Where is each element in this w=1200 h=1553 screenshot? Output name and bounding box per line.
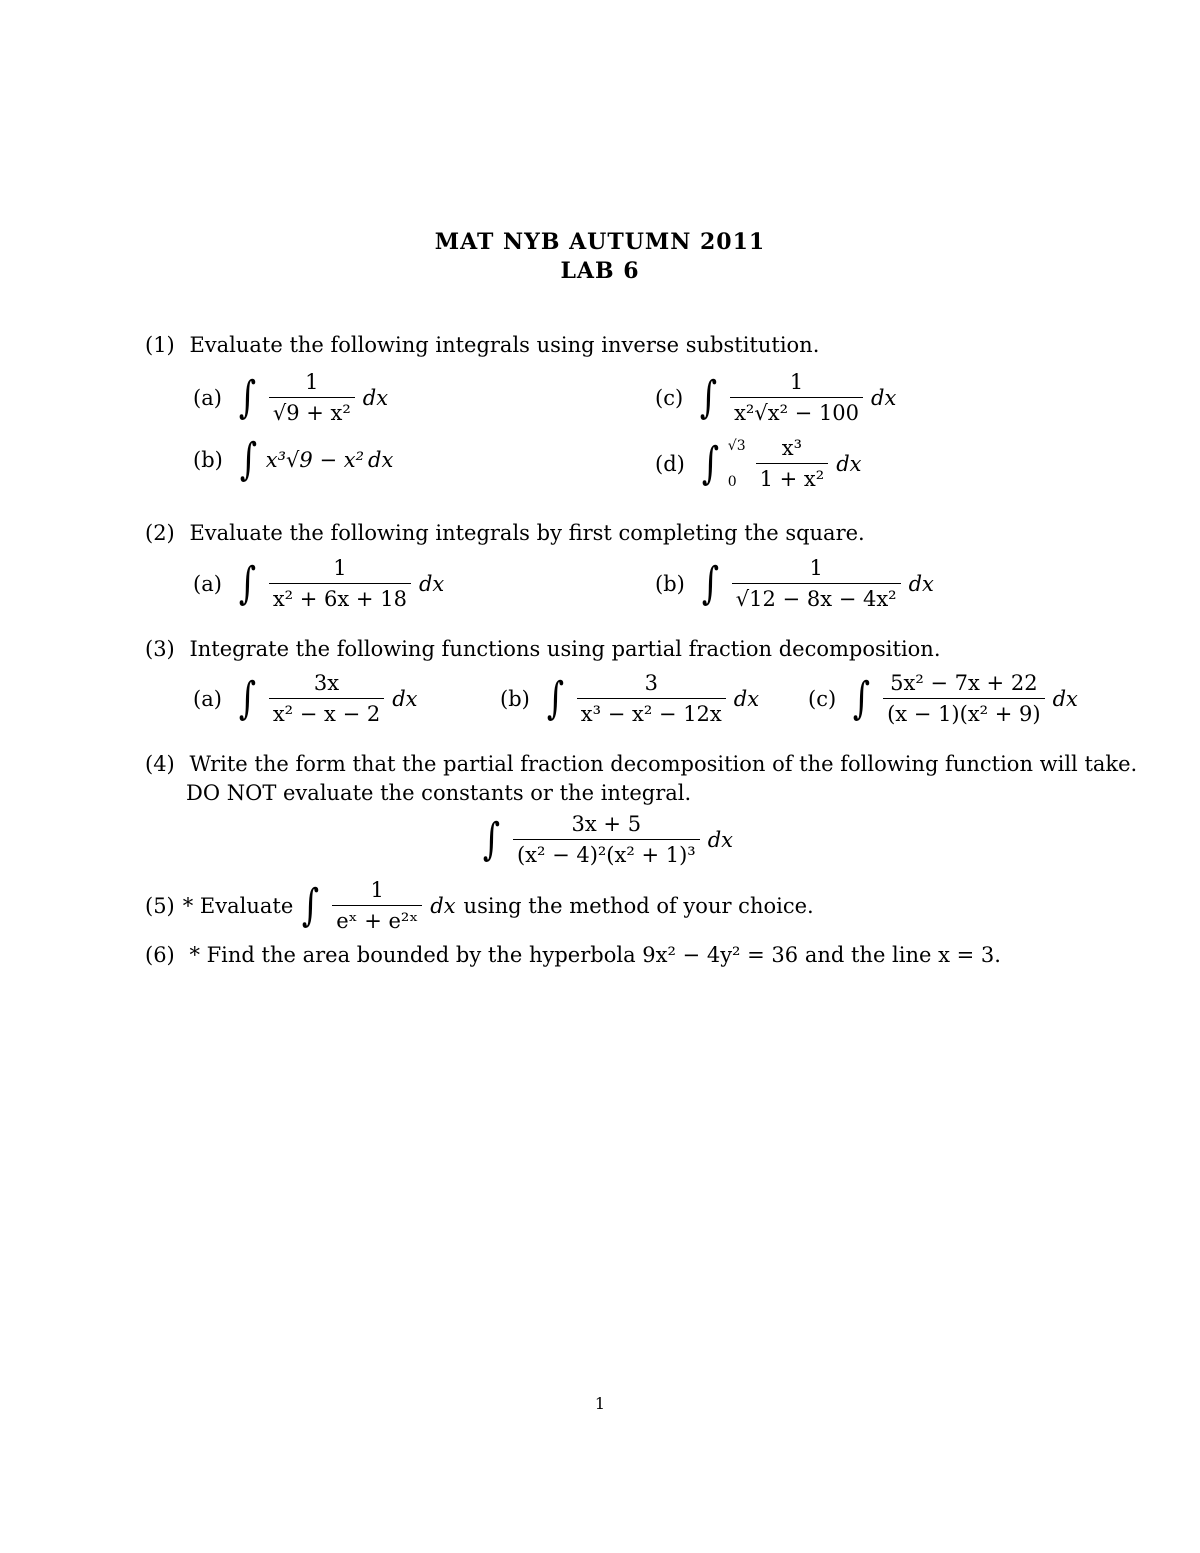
q1d-differential: dx: [836, 451, 862, 476]
q3c-differential: dx: [1052, 686, 1078, 711]
q3b-label: (b): [500, 686, 530, 711]
q1a-differential: dx: [362, 385, 389, 410]
q1a-label: (a): [193, 385, 222, 410]
q2b-numerator: 1: [809, 556, 823, 580]
q3c-fraction: [883, 671, 1045, 726]
q3a-label: (a): [193, 686, 222, 711]
q1d-integral: [655, 436, 861, 491]
q3a-integral: [193, 671, 418, 726]
q3a-fraction: [269, 671, 384, 726]
q3b-differential: dx: [733, 686, 760, 711]
integral-sign-icon: ∫: [238, 672, 256, 724]
q1a-fraction: [269, 370, 355, 425]
integral-sign-icon: ∫: [238, 371, 256, 423]
q2b-differential: dx: [908, 571, 934, 596]
q2b-label: (b): [655, 571, 685, 596]
question-1: [145, 333, 819, 357]
q5-differential: dx: [430, 893, 456, 918]
q3a-differential: dx: [392, 686, 418, 711]
integral-sign-icon: ∫: [853, 672, 871, 724]
q1d-upper-limit: √3: [727, 437, 746, 454]
question-2-text: Evaluate the following integrals by first completing the square.: [189, 521, 865, 545]
q1c-numerator: 1: [789, 370, 804, 394]
q3b-integral: [500, 671, 759, 726]
q2b-denominator: √12 − 8x − 4x²: [732, 583, 901, 611]
q3b-numerator: 3: [644, 671, 658, 695]
question-4-text-line2: DO NOT evaluate the constants or the integral.: [186, 781, 692, 805]
q1c-denominator: x²√x² − 100: [730, 397, 863, 425]
question-6-text: * Find the area bounded by the hyperbola 9x² − 4y² = 36 and the line x = 3.: [189, 943, 1001, 967]
q1b-integral: [193, 434, 394, 485]
q1a-numerator: 1: [305, 370, 319, 394]
q1b-differential: dx: [368, 448, 394, 472]
question-6: [145, 943, 1001, 967]
q3c-label: (c): [808, 686, 837, 711]
q5-denominator: eˣ + e²ˣ: [332, 905, 422, 933]
q3a-numerator: 3x: [313, 671, 340, 695]
page-subtitle: LAB 6: [560, 258, 640, 284]
q4-numerator: 3x + 5: [571, 812, 642, 836]
q1b-label: (b): [193, 448, 223, 472]
q2a-integral: [193, 556, 444, 611]
q5-fraction: [332, 878, 422, 933]
q4-integral: [480, 812, 733, 867]
question-4-number: (4): [145, 752, 175, 776]
q3b-denominator: x³ − x² − 12x: [577, 698, 726, 726]
integral-sign-icon: ∫: [238, 557, 256, 609]
q3c-denominator: (x − 1)(x² + 9): [883, 698, 1045, 726]
question-4-text-line1: Write the form that the partial fraction decomposition of the following function will take.: [189, 752, 1138, 776]
q2b-integral: [655, 556, 934, 611]
q1b-integrand: x³√9 − x²: [265, 448, 364, 472]
q3b-fraction: [577, 671, 726, 726]
q2a-numerator: 1: [333, 556, 347, 580]
q1d-label: (d): [655, 451, 685, 476]
q4-denominator: (x² − 4)²(x² + 1)³: [513, 839, 700, 867]
q1d-limits: [728, 438, 746, 490]
q1c-differential: dx: [871, 385, 897, 410]
q1a-denominator: √9 + x²: [269, 397, 355, 425]
question-3-number: (3): [145, 637, 175, 661]
q1c-label: (c): [655, 385, 684, 410]
question-3-text: Integrate the following functions using partial fraction decomposition.: [189, 637, 941, 661]
q3c-numerator: 5x² − 7x + 22: [890, 671, 1038, 695]
q1d-numerator: x³: [781, 436, 803, 460]
question-3: [145, 637, 941, 661]
q2a-label: (a): [193, 571, 222, 596]
q3c-integral: [808, 671, 1078, 726]
integral-sign-icon: ∫: [701, 437, 719, 489]
q1a-integral: [193, 370, 388, 425]
integral-sign-icon: ∫: [482, 813, 501, 865]
q2a-fraction: [269, 556, 411, 611]
page-title: MAT NYB AUTUMN 2011: [434, 229, 766, 255]
q4-fraction: [513, 812, 700, 867]
integral-sign-icon: ∫: [302, 879, 320, 931]
q1c-integral: [655, 370, 896, 425]
question-5-prefix: * Evaluate: [182, 893, 294, 918]
q2a-differential: dx: [418, 571, 445, 596]
integral-sign-icon: ∫: [700, 371, 718, 423]
question-2-number: (2): [145, 521, 175, 545]
integral-sign-icon: ∫: [546, 672, 564, 724]
question-5-suffix: using the method of your choice.: [463, 893, 814, 918]
question-4: [145, 752, 1137, 776]
q4-differential: dx: [707, 827, 733, 852]
q1d-fraction: [756, 436, 829, 491]
question-2: [145, 521, 865, 545]
page-number: 1: [594, 1394, 606, 1413]
q3a-denominator: x² − x − 2: [269, 698, 384, 726]
q1d-lower-limit: 0: [727, 473, 737, 490]
q5-numerator: 1: [370, 878, 384, 902]
q1c-fraction: [730, 370, 863, 425]
question-1-number: (1): [145, 333, 175, 357]
integral-sign-icon: ∫: [701, 557, 719, 609]
q2a-denominator: x² + 6x + 18: [269, 583, 411, 611]
integral-sign-icon: ∫: [239, 434, 257, 485]
question-5-number: (5): [145, 893, 175, 918]
q1d-denominator: 1 + x²: [756, 463, 829, 491]
q2b-fraction: [732, 556, 901, 611]
question-6-number: (6): [145, 943, 175, 967]
question-1-text: Evaluate the following integrals using inverse substitution.: [189, 333, 820, 357]
question-5: [145, 878, 814, 933]
